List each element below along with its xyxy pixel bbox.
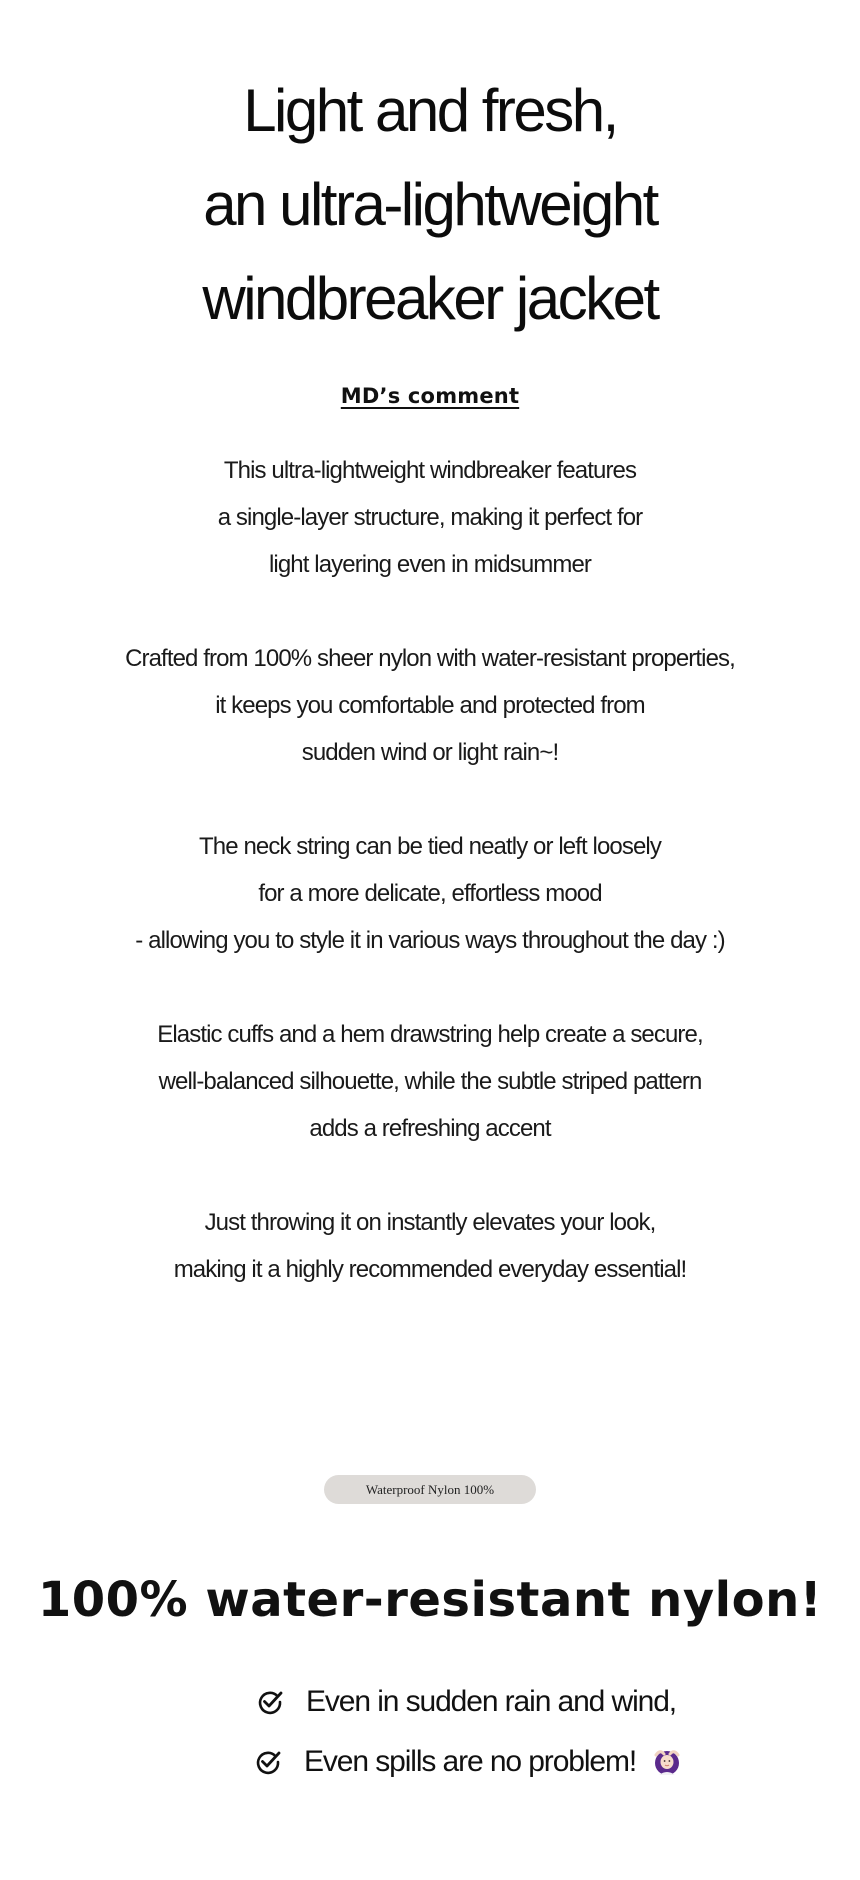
comment-line: This ultra-lightweight windbreaker features — [223, 457, 637, 484]
comment-line: The neck string can be tied neatly or left loosely — [199, 833, 661, 860]
comment-line: Elastic cuffs and a hem drawstring help create a secure, — [157, 1021, 703, 1048]
comment-line: a single-layer structure, making it perfect for — [217, 504, 643, 531]
hero-title-line: windbreaker jacket — [202, 265, 658, 332]
feature-check-item — [256, 1680, 676, 1724]
comment-line: sudden wind or light rain~! — [301, 739, 559, 766]
feature-title: 100% water-resistant nylon! — [37, 1572, 823, 1628]
comment-line: Crafted from 100% sheer nylon with water-resistant properties, — [125, 645, 735, 672]
hero-title-line: an ultra-lightweight — [203, 171, 657, 238]
comment-line: making it a highly recommended everyday essential! — [173, 1256, 687, 1283]
comment-line: - allowing you to style it in various ways throughout the day :) — [135, 927, 725, 954]
check-circle-icon — [256, 1688, 284, 1716]
feature-check-text: Even spills are no problem! — [304, 1745, 637, 1778]
comment-line: Just throwing it on instantly elevates your look, — [204, 1209, 656, 1236]
md-comment-label: MD’s comment — [340, 384, 520, 408]
comment-line: for a more delicate, effortless mood — [258, 880, 602, 907]
check-circle-icon — [254, 1748, 282, 1776]
material-badge: Waterproof Nylon 100% — [324, 1475, 536, 1504]
hero-title — [0, 64, 860, 346]
comment-line: it keeps you comfortable and protected from — [215, 692, 645, 719]
comment-paragraph — [0, 823, 860, 964]
feature-check-text: Even in sudden rain and wind, — [306, 1685, 677, 1718]
hero-title-line: Light and fresh, — [243, 77, 617, 144]
comment-line: well-balanced silhouette, while the subtle striped pattern — [158, 1068, 702, 1095]
comment-paragraph — [0, 447, 860, 588]
comment-line: adds a refreshing accent — [309, 1115, 551, 1142]
comment-paragraph — [0, 1011, 860, 1152]
comment-line: light layering even in midsummer — [268, 551, 591, 578]
comment-paragraph — [0, 1199, 860, 1293]
feature-check-item — [254, 1740, 682, 1784]
md-comment-body — [0, 447, 860, 1293]
md-comment-heading — [0, 384, 860, 408]
woman-gesturing-ok-icon — [652, 1747, 682, 1777]
comment-paragraph — [0, 635, 860, 776]
